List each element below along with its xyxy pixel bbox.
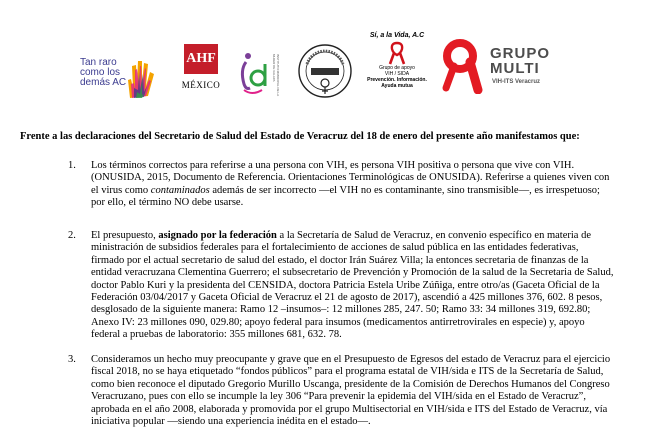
item-number: 2. [68, 230, 76, 241]
sivida-line4: Ayuda mutua [381, 83, 413, 89]
multi-tagline: VIH-ITS Veracruz [492, 79, 541, 85]
line-text: además de ser incorrecto —el VIH no es contaminante, sino transmisible—, es irrespetuoso; [209, 184, 600, 196]
line-text: a la Secretaría de Salud de Veracruz, en convenio específico en materia de [276, 230, 591, 241]
paragraph-line: Consideramos un hecho muy preocupante y grave que en el Presupuesto de Egresos del estado de Veracruz para el ejercicio [91, 354, 611, 365]
rainbow-hand-icon [124, 58, 158, 100]
line-text: el virus como [91, 184, 151, 196]
paragraph-line: fiscal 2018, no se haya etiquetado “fondos públicos” para el programa estatal de VIH/sida e ITS de la Secretaría de Salud, [91, 366, 604, 378]
line-text: El presupuesto, [91, 230, 159, 241]
colectivo-seal-logo [297, 42, 353, 100]
seal-icon [297, 42, 353, 100]
ahf-mark: AHF [184, 44, 218, 74]
sivida-line1: Grupo de apoyo [379, 65, 415, 71]
paragraph-line: por ello, el término NO debe usarse. [91, 197, 244, 209]
paragraph-line: iniciativa popular —siendo una experiencia inédita en el estado—. [91, 416, 371, 428]
bold-text: asignado por la federación [158, 230, 277, 241]
document-headline: Frente a las declaraciones del Secretario de Salud del Estado de Veracruz del 18 de enero del presente año manifestamos que: [20, 131, 580, 142]
paragraph-line: aprobada en el año 2008, elaborada y promovida por el grupo Multisectorial en VIH/sida e ITS del Estado de Veracruz, vía [91, 403, 608, 415]
multi-name2: MULTI [490, 60, 540, 77]
id-subtitle: INSTITUTO MUNICIPAL DE LA MUJER DE XALAPA [272, 54, 280, 96]
si-a-la-vida-logo [366, 32, 428, 102]
paragraph-line: Veracruzano, pues con ello se incumple la ley 306 “Para prevenir la epidemia del VIH/sida en el Estado de Veracruz”, [91, 391, 586, 403]
tan-raro-line2: como los [80, 67, 121, 78]
grupo-multi-logo [440, 38, 572, 100]
multi-name1: GRUPO [490, 45, 551, 62]
item-number: 1. [68, 160, 76, 171]
tan-raro-wordmark [80, 58, 126, 88]
paragraph-line: firmado por el actual secretario de salud del estado, el doctor Irán Suárez Villa; la entonces secretaria de finanzas de la [91, 254, 589, 266]
multi-ribbon-icon [440, 38, 484, 94]
item-number: 3. [68, 354, 76, 365]
item-paragraph [91, 230, 629, 342]
paragraph-line [91, 185, 629, 197]
paragraph-line: Los términos correctos para referirse a una persona con VIH, es persona VIH positiva o persona que vive con VIH. [91, 160, 575, 171]
paragraph-line: (ONUSIDA, 2015, Documento de Referencia. Orientaciones Terminológicas de ONUSIDA). Referirse a quienes viven con [91, 172, 610, 184]
instituto-mujer-logo [236, 50, 278, 102]
red-ribbon-icon [387, 41, 407, 65]
item-paragraph [91, 160, 629, 210]
item-paragraph [91, 354, 629, 428]
paragraph-line: Federación 03/04/2017 y Gaceta Oficial de Veracruz el 21 de agosto de 2017), ascendió a 425 millones 376, 602. 8 pesos, [91, 292, 603, 304]
paragraph-line: ministración de subsidios federales para el fortalecimiento de acciones de salud pública en las entidades federativas, [91, 242, 579, 254]
sivida-line2: VIH / SIDA [384, 71, 410, 77]
paragraph-line: como bien reconoce el diputado Gregorio Murillo Uscanga, presidente de la Comisión de Derechos Humanos del Congreso [91, 378, 610, 390]
paragraph-line: desglosado de la siguiente manera: Ramo 12 –insumos–: 12 millones 285, 247. 50; Ramo 33: 34 millones 319, 692.80; [91, 304, 591, 316]
ahf-mexico-logo [178, 44, 224, 98]
emphasis-text: contaminados [150, 184, 210, 196]
paragraph-line: Anexo IV: 23 millones 090, 029.80; apoyo federal para insumos (medicamentos antirretrovirales en especie) y, apoyo [91, 316, 585, 328]
paragraph-line [91, 230, 629, 242]
paragraph-line: federal a pruebas de laboratorio: 355 millones 681, 632. 78. [91, 329, 342, 341]
tan-raro-line1: Tan raro [80, 57, 117, 68]
tan-raro-line3: demás AC [80, 77, 127, 88]
sivida-title: Sí, a la Vida, A.C [369, 32, 425, 39]
multi-wordmark [490, 46, 550, 76]
paragraph-line: doctor Pablo Kuri y la presidenta del CENSIDA, doctora Patricia Estela Uribe Zúñiga, entre otro/as (Gaceta Oficial de la [91, 279, 600, 291]
tan-raro-logo [80, 58, 158, 100]
logo-strip [0, 0, 670, 110]
sivida-line3: Prevención. Información. [367, 77, 427, 83]
id-monogram-icon [236, 50, 270, 96]
ahf-country: MÉXICO [181, 80, 221, 90]
paragraph-line: entidad veracruzana Clementina Guerrero; el subsecretario de Prevención y Promoción de la salud de la Secretaria de Salud, [91, 267, 614, 279]
